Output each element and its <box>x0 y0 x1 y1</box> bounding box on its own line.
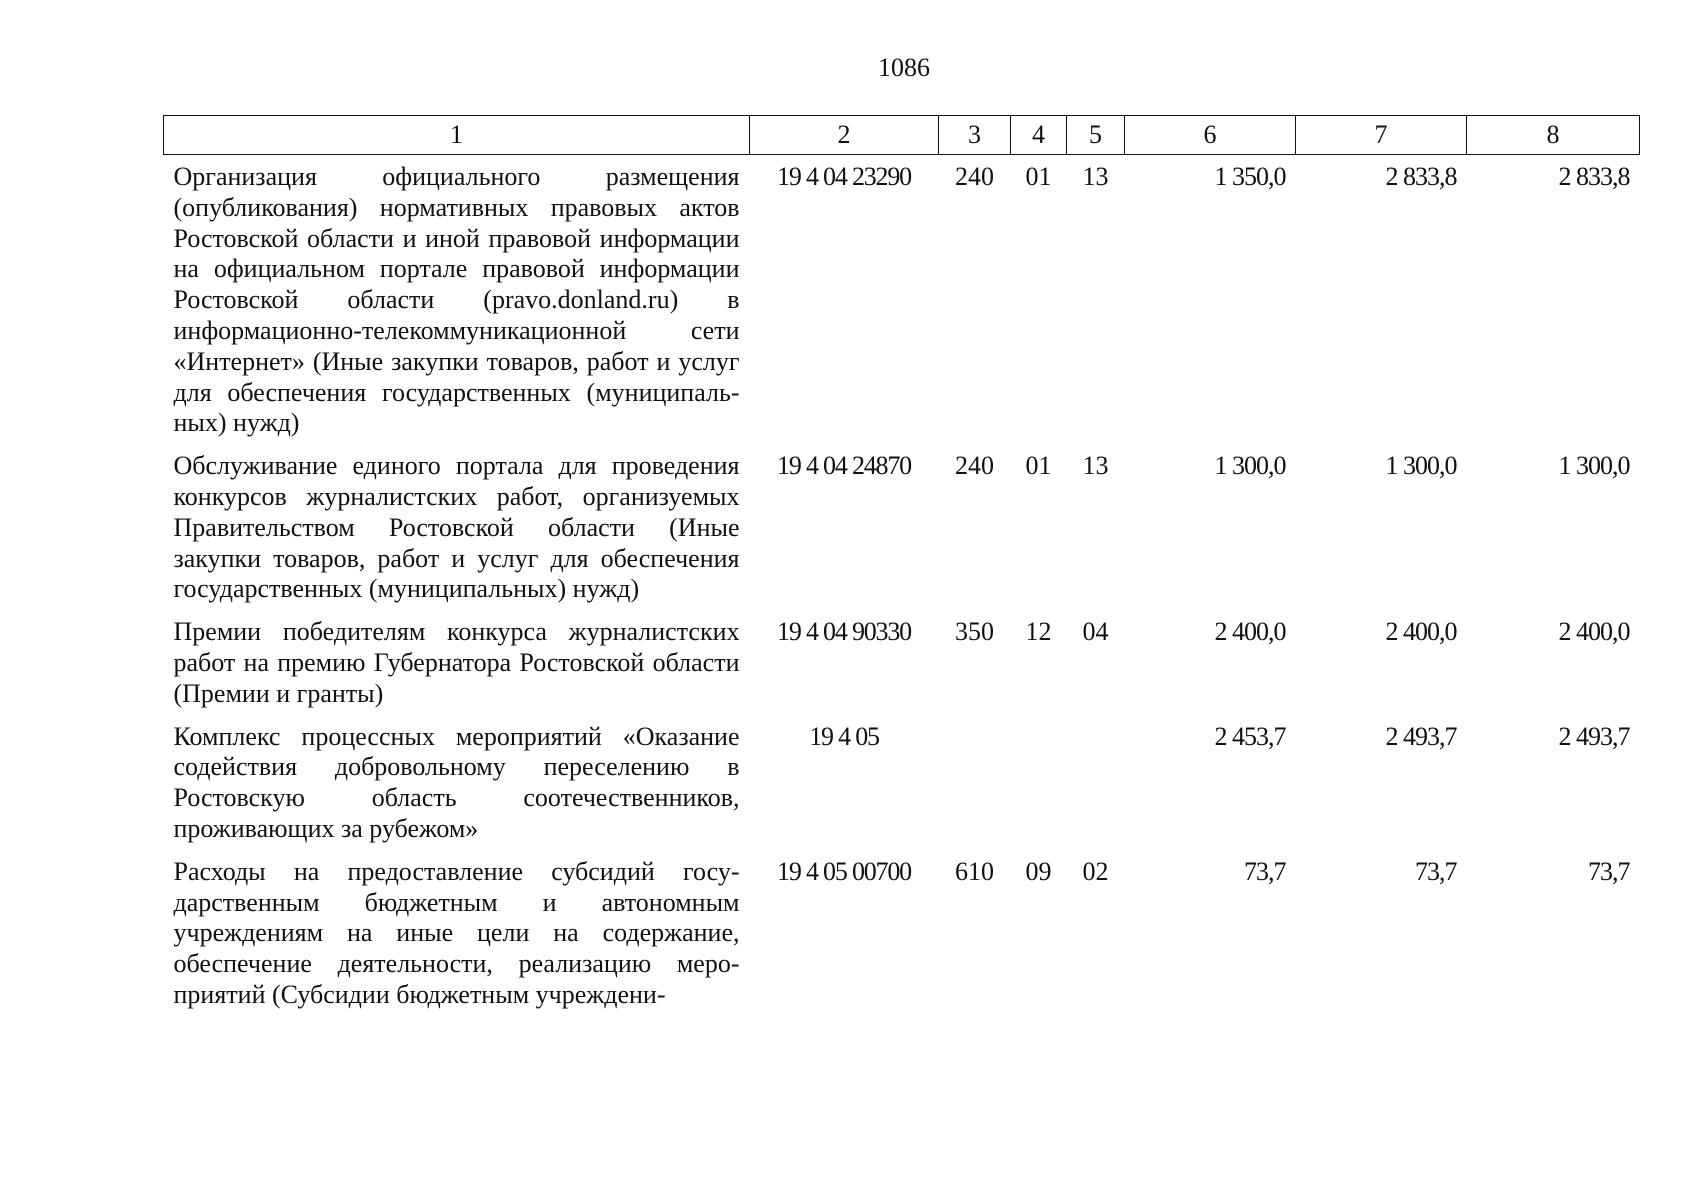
target-article-code: 19 4 04 23290 <box>777 162 911 191</box>
column-header-8: 8 <box>1467 116 1640 155</box>
table-row <box>164 611 1640 715</box>
table-row <box>164 445 1640 611</box>
expense-type-code: 240 <box>955 451 994 481</box>
column-header-7: 7 <box>1296 116 1467 155</box>
amount-col-8: 2 493,7 <box>1558 721 1630 751</box>
amount-col-7: 2 493,7 <box>1385 721 1457 751</box>
table-row <box>164 851 1640 1017</box>
subsection-code <box>1067 716 1125 851</box>
column-header-3: 3 <box>939 116 1011 155</box>
subsection-code: 13 <box>1082 162 1109 191</box>
table-row <box>164 155 1640 446</box>
target-article-code: 19 4 05 00700 <box>777 856 911 886</box>
row-description: Организация официального размещения (опубликования) нормативных правовых актов Ростовской области и иной правовой информации на официальном портале правовой информации Ростовской области (pravo.donland.ru) в информационно-телекоммуникационной сети «Интернет» (Иные закупки товаров, работ и услуг для обеспечения государственных (муниципальных) нужд) <box>173 162 740 438</box>
amount-col-8: 2 400,0 <box>1558 617 1630 647</box>
amount-col-7: 2 833,8 <box>1385 162 1457 191</box>
subsection-code: 13 <box>1082 451 1109 481</box>
row-description: Комплекс процессных мероприятий «Оказание содействия добровольному переселению в Ростовскую область соотечественников, проживающих за рубежом» <box>173 721 740 843</box>
table-row <box>164 716 1640 851</box>
amount-col-6: 1 300,0 <box>1214 451 1286 481</box>
subsection-code: 04 <box>1082 617 1109 647</box>
target-article-code: 19 4 05 <box>809 721 879 751</box>
target-article-code: 19 4 04 90330 <box>777 617 911 647</box>
amount-col-8: 1 300,0 <box>1558 451 1630 481</box>
amount-col-8: 2 833,8 <box>1558 162 1630 191</box>
amount-col-7: 2 400,0 <box>1385 617 1457 647</box>
expense-type-code <box>939 716 1011 851</box>
row-description: Обслуживание единого портала для проведения конкурсов журналистских работ, организуемых Правительством Ростовской области (Иные закупки товаров, работ и услуг для обеспечения государственных (муниципальных) нужд) <box>173 451 740 604</box>
section-code <box>1011 716 1067 851</box>
expense-type-code: 240 <box>955 162 994 191</box>
amount-col-7: 73,7 <box>1415 856 1457 886</box>
amount-col-6: 73,7 <box>1244 856 1286 886</box>
subsection-code: 02 <box>1082 856 1109 886</box>
amount-col-8: 73,7 <box>1588 856 1630 886</box>
column-header-1: 1 <box>164 116 750 155</box>
amount-col-6: 1 350,0 <box>1214 162 1286 191</box>
section-code: 09 <box>1025 856 1052 886</box>
amount-col-6: 2 400,0 <box>1214 617 1286 647</box>
column-number-header-row <box>164 116 1640 155</box>
column-header-4: 4 <box>1011 116 1067 155</box>
amount-col-6: 2 453,7 <box>1214 721 1286 751</box>
section-code: 01 <box>1025 451 1052 481</box>
expense-type-code: 350 <box>955 617 994 647</box>
amount-col-7: 1 300,0 <box>1385 451 1457 481</box>
target-article-code: 19 4 04 24870 <box>777 451 911 481</box>
expense-type-code: 610 <box>955 856 994 886</box>
section-code: 12 <box>1025 617 1052 647</box>
budget-table <box>163 115 1640 1017</box>
page-number: 1086 <box>878 53 930 82</box>
column-header-6: 6 <box>1125 116 1296 155</box>
section-code: 01 <box>1025 162 1052 191</box>
row-description: Расходы на предоставление субсидий государственным бюджетным и автономным учреждениям на иные цели на содержание, обеспечение деятельности, реализацию мероприятий (Субсидии бюджетным учреждени- <box>173 856 740 1009</box>
column-header-2: 2 <box>750 116 939 155</box>
row-description: Премии победителям конкурса журналистских работ на премию Губернатора Ростовской области (Премии и гранты) <box>173 617 740 708</box>
column-header-5: 5 <box>1067 116 1125 155</box>
